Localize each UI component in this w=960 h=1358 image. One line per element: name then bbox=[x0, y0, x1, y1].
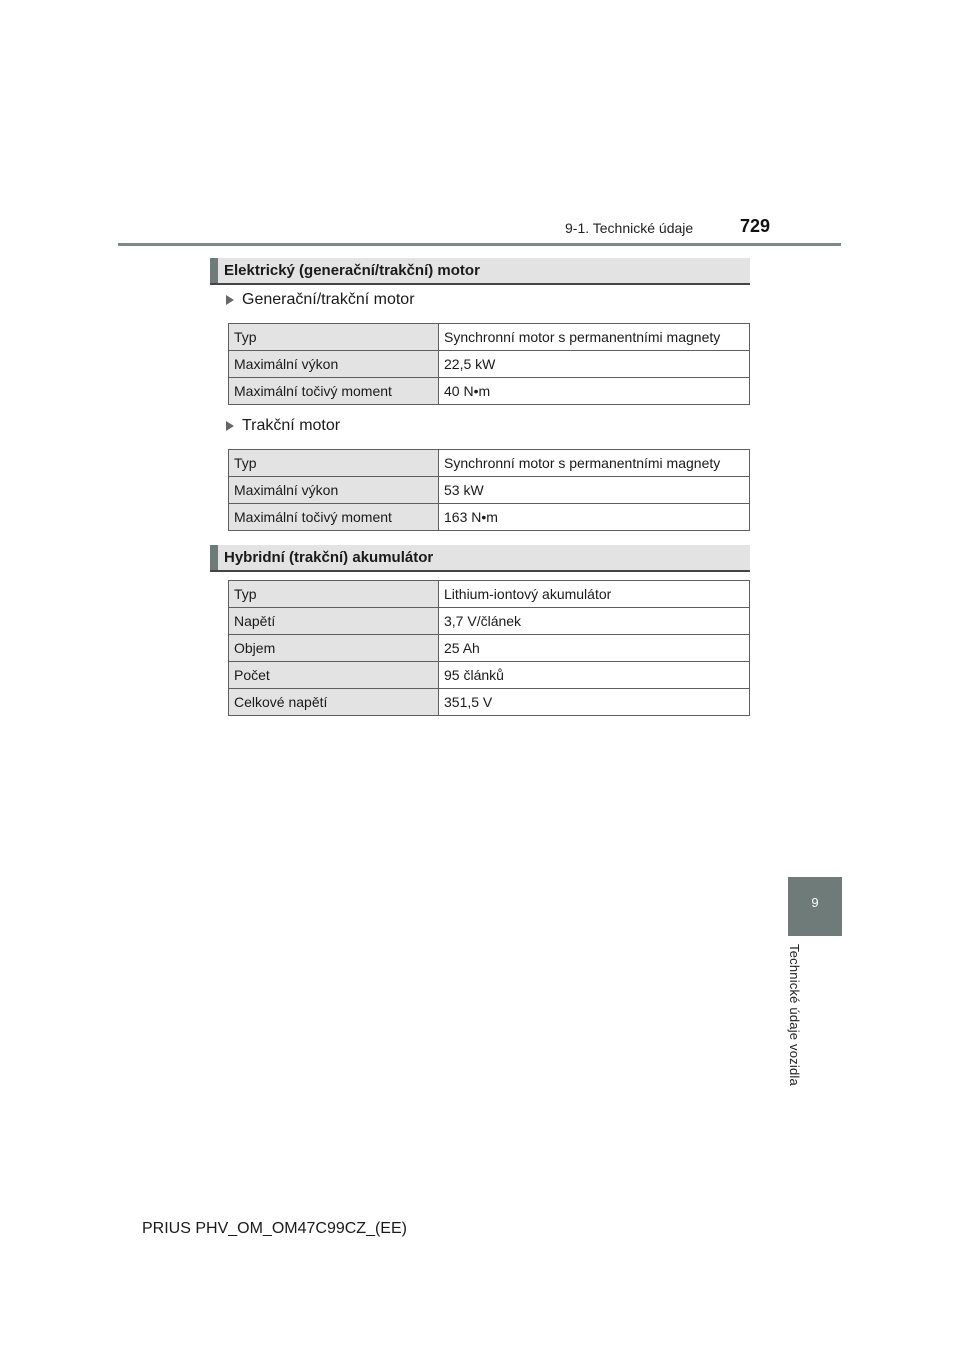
row-value: 351,5 V bbox=[439, 689, 750, 716]
page-number: 729 bbox=[740, 216, 771, 236]
row-value: 95 článků bbox=[439, 662, 750, 689]
row-value: 3,7 V/článek bbox=[439, 608, 750, 635]
row-value: 163 N•m bbox=[439, 504, 750, 531]
table-row bbox=[229, 450, 750, 477]
row-value: 22,5 kW bbox=[439, 351, 750, 378]
subheading-generator-label: Generační/trakční motor bbox=[242, 291, 415, 308]
section-title-battery: Hybridní (trakční) akumulátor bbox=[224, 549, 434, 566]
table-row bbox=[229, 477, 750, 504]
row-label: Typ bbox=[229, 581, 439, 608]
footer-document-code: PRIUS PHV_OM_OM47C99CZ_(EE) bbox=[142, 1220, 407, 1237]
row-value: Synchronní motor s permanentními magnety bbox=[439, 450, 750, 477]
row-label: Objem bbox=[229, 635, 439, 662]
row-label: Počet bbox=[229, 662, 439, 689]
table-hybrid-battery bbox=[228, 580, 750, 716]
table-traction-motor bbox=[228, 449, 750, 531]
header-section-title: 9-1. Technické údaje bbox=[565, 220, 694, 236]
subheading-traction bbox=[226, 417, 340, 435]
table-row bbox=[229, 504, 750, 531]
triangle-bullet-icon bbox=[226, 295, 234, 305]
chapter-tab-label: Technické údaje vozidla bbox=[787, 944, 802, 1086]
section-heading-motor bbox=[210, 258, 750, 285]
table-row bbox=[229, 689, 750, 716]
triangle-bullet-icon bbox=[226, 421, 234, 431]
header-divider bbox=[118, 243, 841, 246]
table-generator-motor bbox=[228, 323, 750, 405]
chapter-tab: 9 bbox=[788, 877, 842, 936]
table-row bbox=[229, 662, 750, 689]
row-label: Napětí bbox=[229, 608, 439, 635]
row-label: Maximální výkon bbox=[229, 477, 439, 504]
section-heading-battery bbox=[210, 545, 750, 572]
table-row bbox=[229, 608, 750, 635]
table-row bbox=[229, 351, 750, 378]
row-label: Maximální točivý moment bbox=[229, 504, 439, 531]
row-value: Lithium-iontový akumulátor bbox=[439, 581, 750, 608]
row-label: Maximální točivý moment bbox=[229, 378, 439, 405]
table-row bbox=[229, 635, 750, 662]
section-heading-bar bbox=[210, 545, 218, 570]
section-heading-bar bbox=[210, 258, 218, 283]
row-label: Typ bbox=[229, 324, 439, 351]
subheading-generator bbox=[226, 291, 415, 309]
row-value: 40 N•m bbox=[439, 378, 750, 405]
row-value: Synchronní motor s permanentními magnety bbox=[439, 324, 750, 351]
section-title-motor: Elektrický (generační/trakční) motor bbox=[224, 262, 480, 279]
row-label: Maximální výkon bbox=[229, 351, 439, 378]
row-value: 53 kW bbox=[439, 477, 750, 504]
row-label: Typ bbox=[229, 450, 439, 477]
table-row bbox=[229, 378, 750, 405]
subheading-traction-label: Trakční motor bbox=[242, 417, 341, 434]
table-row bbox=[229, 581, 750, 608]
row-label: Celkové napětí bbox=[229, 689, 439, 716]
table-row bbox=[229, 324, 750, 351]
row-value: 25 Ah bbox=[439, 635, 750, 662]
